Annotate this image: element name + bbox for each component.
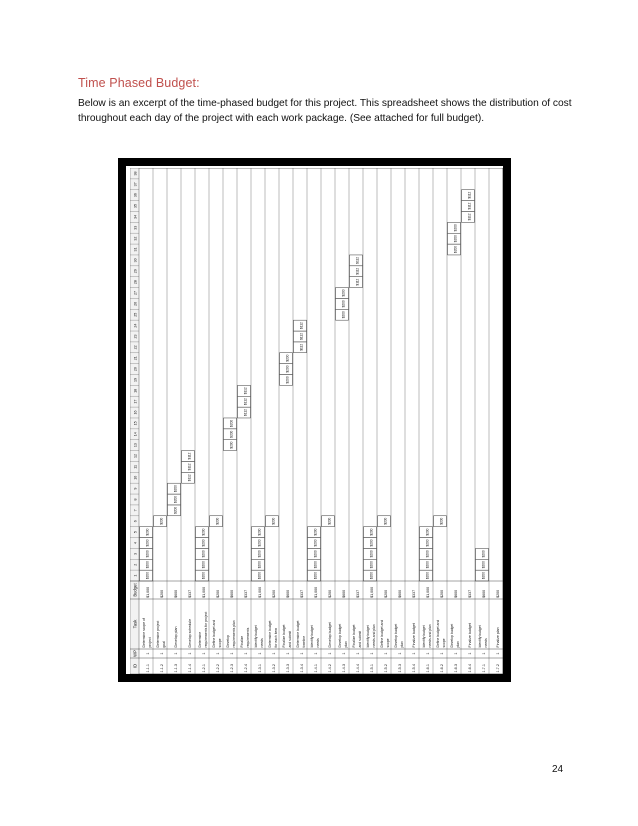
row-id: 1.2.4 bbox=[243, 664, 248, 673]
row-task: scope bbox=[441, 638, 446, 648]
row-task: Determine project bbox=[155, 620, 160, 648]
budget-cell-value: $112 bbox=[187, 474, 192, 482]
row-task: Develop schedule bbox=[187, 618, 192, 648]
budget-cell-value: $112 bbox=[355, 256, 360, 264]
row-wp: 1 bbox=[383, 652, 388, 655]
row-task: Finalize budget bbox=[411, 623, 416, 648]
row-id: 1.4.4 bbox=[355, 664, 360, 673]
row-wp: 1 bbox=[285, 652, 290, 655]
row-budget: $600 bbox=[453, 589, 458, 598]
header-wp: WP bbox=[132, 650, 138, 657]
header-day: 6 bbox=[133, 520, 138, 523]
budget-cell-value: $200 bbox=[229, 430, 234, 438]
budget-cell-value: $200 bbox=[257, 528, 262, 536]
budget-cell-value: $200 bbox=[341, 311, 346, 319]
row-id: 1.5.1 bbox=[369, 664, 374, 673]
row-task: scope bbox=[217, 638, 222, 648]
budget-cell-value: $200 bbox=[271, 517, 276, 525]
row-budget: $200 bbox=[159, 589, 164, 598]
budget-cell-value: $200 bbox=[425, 572, 430, 580]
row-wp: 1 bbox=[145, 652, 150, 655]
row-id: 1.6.3 bbox=[453, 664, 458, 673]
header-day: 19 bbox=[133, 377, 138, 382]
budget-cell-value: $112 bbox=[187, 463, 192, 471]
row-wp: 1 bbox=[369, 652, 374, 655]
row-task: Finalize budget bbox=[351, 624, 356, 648]
row-task: requirements for project bbox=[203, 611, 208, 648]
row-wp: 1 bbox=[187, 652, 192, 655]
row-task: requirements bbox=[245, 627, 250, 648]
header-day: 23 bbox=[133, 334, 138, 339]
row-budget: $1,000 bbox=[257, 586, 262, 598]
budget-cell-value: $200 bbox=[285, 376, 290, 384]
header-day: 36 bbox=[133, 193, 138, 198]
row-wp: 1 bbox=[355, 652, 360, 655]
row-task: needs bbox=[259, 638, 264, 648]
row-task: Finalize budget bbox=[281, 624, 286, 648]
row-task: Define budget and bbox=[379, 619, 384, 648]
row-budget: $337 bbox=[299, 589, 304, 598]
row-id: 1.3.3 bbox=[285, 664, 290, 673]
row-task: plan bbox=[455, 641, 460, 648]
row-task: Determine budget bbox=[295, 620, 300, 648]
budget-cell-value: $200 bbox=[145, 550, 150, 558]
header-day: 34 bbox=[133, 214, 138, 219]
row-budget: $337 bbox=[411, 589, 416, 598]
row-id: 1.3.4 bbox=[299, 664, 304, 673]
section-heading: Time Phased Budget: bbox=[78, 76, 200, 90]
budget-cell-value: $200 bbox=[145, 561, 150, 569]
budget-cell-value: $200 bbox=[481, 572, 486, 580]
header-id: ID bbox=[132, 663, 138, 669]
budget-cell-value: $200 bbox=[257, 572, 262, 580]
header-day: 2 bbox=[133, 563, 138, 566]
budget-cell-value: $200 bbox=[229, 441, 234, 449]
row-budget: $337 bbox=[355, 589, 360, 598]
row-task: Finalize budget bbox=[467, 623, 472, 648]
row-task: Identify budget bbox=[365, 625, 370, 648]
header-day: 25 bbox=[133, 312, 138, 317]
budget-cell-value: $200 bbox=[369, 561, 374, 569]
budget-cell-value: $200 bbox=[341, 300, 346, 308]
budget-cell-value: $200 bbox=[425, 539, 430, 547]
header-day: 22 bbox=[133, 345, 138, 350]
row-id: 1.6.1 bbox=[425, 664, 430, 673]
row-id: 1.5.4 bbox=[411, 664, 416, 673]
row-id: 1.6.4 bbox=[467, 664, 472, 673]
budget-cell-value: $200 bbox=[453, 224, 458, 232]
row-budget: $1,000 bbox=[145, 586, 150, 598]
row-task: goal bbox=[161, 641, 166, 648]
header-day: 3 bbox=[133, 552, 138, 555]
row-wp: 1 bbox=[481, 652, 486, 655]
row-id: 1.5.2 bbox=[383, 664, 388, 673]
budget-cell-value: $200 bbox=[159, 517, 164, 525]
row-task: Identify budget bbox=[309, 625, 314, 648]
header-day: 38 bbox=[133, 171, 138, 176]
row-id: 1.2.3 bbox=[229, 664, 234, 673]
budget-cell-value: $200 bbox=[201, 561, 206, 569]
header-day: 29 bbox=[133, 269, 138, 274]
row-budget: $1,000 bbox=[369, 586, 374, 598]
budget-cell-value: $200 bbox=[453, 245, 458, 254]
row-task: Determine budget bbox=[267, 620, 272, 648]
header-day: 5 bbox=[133, 531, 138, 534]
row-budget: $200 bbox=[383, 589, 388, 598]
row-task: Develop budget bbox=[337, 623, 342, 648]
row-task: for each item bbox=[273, 627, 278, 648]
row-budget: $1,000 bbox=[313, 586, 318, 598]
budget-cell-value: $200 bbox=[313, 528, 318, 536]
row-id: 1.4.1 bbox=[313, 664, 318, 673]
row-id: 1.1.1 bbox=[145, 664, 150, 673]
budget-cell-value: $200 bbox=[201, 550, 206, 558]
row-id: 1.7.1 bbox=[481, 664, 486, 673]
header-day: 10 bbox=[133, 475, 138, 480]
row-budget: $600 bbox=[173, 589, 178, 598]
budget-cell-value: $200 bbox=[257, 539, 262, 547]
budget-cell-value: $200 bbox=[285, 354, 290, 362]
spreadsheet-grid bbox=[130, 168, 503, 674]
row-id: 1.3.1 bbox=[257, 664, 262, 673]
row-id: 1.7.2 bbox=[495, 664, 500, 673]
header-day: 31 bbox=[133, 247, 138, 252]
budget-cell-value: $200 bbox=[313, 572, 318, 580]
header-day: 12 bbox=[133, 454, 138, 459]
row-wp: 1 bbox=[243, 652, 248, 655]
row-wp: 1 bbox=[397, 652, 402, 655]
row-budget: $1,000 bbox=[425, 586, 430, 598]
row-wp: 1 bbox=[215, 652, 220, 655]
row-task: Finalize plan bbox=[495, 627, 500, 648]
row-wp: 1 bbox=[411, 652, 416, 655]
budget-cell-value: $200 bbox=[453, 235, 458, 243]
budget-cell-value: $200 bbox=[145, 572, 150, 580]
row-wp: 1 bbox=[439, 652, 444, 655]
budget-cell-value: $112 bbox=[355, 278, 360, 286]
budget-cell-value: $200 bbox=[313, 561, 318, 569]
row-budget: $600 bbox=[229, 589, 234, 598]
row-budget: $1,000 bbox=[201, 586, 206, 598]
header-day: 26 bbox=[133, 301, 138, 306]
row-budget: $600 bbox=[481, 589, 486, 598]
row-task: Develop plan bbox=[173, 626, 178, 648]
budget-cell-value: $200 bbox=[173, 495, 178, 504]
header-day: 24 bbox=[133, 323, 138, 328]
budget-cell-value: $112 bbox=[243, 409, 248, 416]
row-task: project bbox=[147, 637, 152, 648]
budget-cell-value: $200 bbox=[145, 528, 150, 536]
row-task: and submit bbox=[357, 630, 362, 648]
row-task: plan bbox=[399, 641, 404, 648]
budget-cell-value: $200 bbox=[425, 561, 430, 569]
row-wp: 1 bbox=[467, 652, 472, 655]
header-day: 27 bbox=[133, 290, 138, 295]
row-id: 1.6.2 bbox=[439, 664, 444, 673]
row-task: Develop budget bbox=[393, 623, 398, 648]
header-row bbox=[130, 168, 139, 674]
row-task: and submit bbox=[287, 630, 292, 648]
row-task: Develop bbox=[225, 635, 230, 648]
row-id: 1.1.4 bbox=[187, 664, 192, 673]
row-task: scope bbox=[385, 638, 390, 648]
page-number: 24 bbox=[552, 764, 564, 775]
row-wp: 1 bbox=[173, 652, 178, 655]
row-budget: $337 bbox=[243, 589, 248, 598]
row-task: Define budget and bbox=[435, 619, 440, 648]
row-id: 1.5.3 bbox=[397, 664, 402, 673]
row-id: 1.4.2 bbox=[327, 664, 332, 673]
row-budget: $337 bbox=[467, 589, 472, 598]
row-wp: 1 bbox=[159, 652, 164, 655]
row-wp: 1 bbox=[271, 652, 276, 655]
row-task: Develop budget bbox=[449, 623, 454, 648]
budget-cell-value: $112 bbox=[187, 452, 192, 460]
budget-spreadsheet bbox=[130, 168, 503, 674]
row-wp: 1 bbox=[201, 652, 206, 655]
budget-cell-value: $200 bbox=[369, 528, 374, 536]
budget-cell-value: $112 bbox=[355, 267, 360, 275]
row-budget: $200 bbox=[439, 589, 444, 598]
budget-cell-value: $200 bbox=[257, 550, 262, 558]
row-id: 1.2.1 bbox=[201, 664, 206, 673]
budget-cell-value: $200 bbox=[285, 365, 290, 373]
header-day: 1 bbox=[133, 574, 138, 577]
row-budget: $600 bbox=[397, 589, 402, 598]
row-task: Determine bbox=[197, 631, 202, 648]
budget-cell-value: $200 bbox=[257, 561, 262, 569]
header-day: 14 bbox=[133, 432, 138, 437]
row-task: plan bbox=[343, 641, 348, 648]
budget-cell-value: $200 bbox=[173, 506, 178, 514]
row-task: Finalize bbox=[239, 635, 244, 648]
budget-cell-value: $200 bbox=[383, 517, 388, 525]
row-task: Identify budget bbox=[421, 625, 426, 648]
budget-cell-value: $112 bbox=[467, 213, 472, 221]
header-task: Task bbox=[132, 619, 138, 629]
row-wp: 1 bbox=[341, 652, 346, 655]
row-budget: $200 bbox=[327, 589, 332, 598]
row-wp: 1 bbox=[495, 652, 500, 655]
row-task: needs and plan bbox=[371, 624, 376, 648]
header-day: 15 bbox=[133, 421, 138, 426]
row-budget: $200 bbox=[215, 589, 220, 598]
row-wp: 1 bbox=[425, 652, 430, 655]
row-task: Identify budget bbox=[477, 625, 482, 648]
budget-cell-value: $200 bbox=[481, 550, 486, 558]
header-day: 17 bbox=[133, 399, 138, 404]
row-budget: $600 bbox=[341, 589, 346, 598]
header-day: 8 bbox=[133, 498, 138, 501]
row-wp: 1 bbox=[313, 652, 318, 655]
budget-cell-value: $200 bbox=[369, 550, 374, 558]
intro-paragraph: Below is an excerpt of the time-phased budget for this project. This spreadsheet shows the distribution of cost throughout each day of the project with each work package. (See attached for full budget). bbox=[78, 98, 572, 124]
header-day: 21 bbox=[133, 356, 138, 361]
budget-cell-value: $200 bbox=[425, 550, 430, 558]
header-budget: Budget bbox=[132, 583, 138, 597]
budget-cell-value: $200 bbox=[327, 517, 332, 525]
row-task: needs bbox=[483, 638, 488, 648]
budget-cell-value: $200 bbox=[313, 539, 318, 547]
budget-cell-value: $200 bbox=[173, 485, 178, 493]
header-day: 11 bbox=[133, 465, 138, 469]
budget-cell-value: $200 bbox=[341, 289, 346, 297]
budget-cell-value: $200 bbox=[481, 561, 486, 569]
budget-cell-value: $112 bbox=[467, 191, 472, 199]
budget-cell-value: $112 bbox=[243, 387, 248, 395]
header-day: 32 bbox=[133, 236, 138, 241]
budget-cell-value: $200 bbox=[313, 550, 318, 558]
budget-cell-value: $200 bbox=[229, 419, 234, 427]
budget-cell-value: $200 bbox=[201, 572, 206, 580]
row-id: 1.4.3 bbox=[341, 664, 346, 673]
budget-cell-value: $112 bbox=[299, 333, 304, 340]
budget-cell-value: $200 bbox=[369, 539, 374, 547]
header-day: 7 bbox=[133, 509, 138, 512]
row-budget: $600 bbox=[285, 589, 290, 598]
budget-cell-value: $112 bbox=[299, 322, 304, 330]
row-task: needs and plan bbox=[427, 624, 432, 648]
row-budget: $337 bbox=[187, 589, 192, 598]
budget-cell-value: $112 bbox=[467, 202, 472, 210]
row-budget: $200 bbox=[495, 589, 500, 598]
row-id: 1.2.2 bbox=[215, 664, 220, 673]
budget-cell-value: $200 bbox=[201, 528, 206, 536]
budget-cell-value: $200 bbox=[201, 539, 206, 547]
row-wp: 1 bbox=[453, 652, 458, 655]
row-task: Determine scope of bbox=[141, 618, 146, 648]
row-wp: 1 bbox=[327, 652, 332, 655]
header-day: 35 bbox=[133, 204, 138, 209]
header-day: 16 bbox=[133, 410, 138, 415]
row-task: Define budget and bbox=[211, 619, 216, 648]
header-day: 28 bbox=[133, 280, 138, 285]
header-day: 13 bbox=[133, 443, 138, 448]
budget-cell-value: $200 bbox=[369, 572, 374, 580]
budget-cell-value: $200 bbox=[145, 539, 150, 547]
row-task: requirements plan bbox=[231, 620, 236, 648]
budget-cell-value: $200 bbox=[215, 517, 220, 525]
header-day: 18 bbox=[133, 388, 138, 393]
row-wp: 1 bbox=[229, 652, 234, 655]
header-day: 30 bbox=[133, 258, 138, 263]
header-day: 9 bbox=[133, 487, 138, 490]
header-day: 33 bbox=[133, 225, 138, 230]
budget-cell-value: $200 bbox=[439, 517, 444, 525]
row-id: 1.1.3 bbox=[173, 664, 178, 673]
budget-cell-value: $200 bbox=[425, 528, 430, 536]
row-id: 1.3.2 bbox=[271, 664, 276, 673]
row-wp: 1 bbox=[299, 652, 304, 655]
row-budget: $200 bbox=[271, 589, 276, 598]
budget-cell-value: $112 bbox=[299, 343, 304, 351]
budget-cell-value: $112 bbox=[243, 398, 248, 406]
row-wp: 1 bbox=[257, 652, 262, 655]
row-task: Develop budget bbox=[327, 622, 332, 648]
row-task: Identify budget bbox=[253, 625, 258, 648]
header-day: 4 bbox=[133, 541, 138, 544]
header-day: 37 bbox=[133, 182, 138, 187]
row-task: timeline bbox=[301, 635, 306, 648]
row-task: needs bbox=[315, 638, 320, 648]
row-id: 1.1.2 bbox=[159, 664, 164, 673]
header-day: 20 bbox=[133, 367, 138, 372]
